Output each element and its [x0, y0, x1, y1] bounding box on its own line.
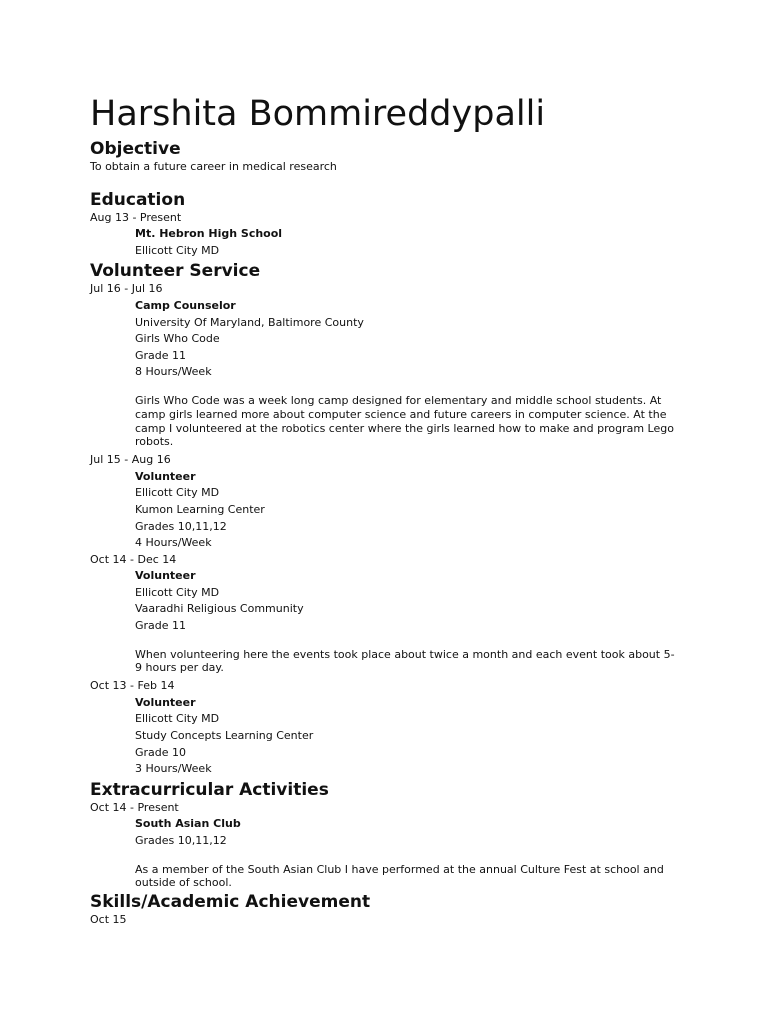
entry-line: Grades 10,11,12 — [135, 834, 227, 847]
entry-title: Camp Counselor — [135, 298, 236, 312]
education-section — [90, 190, 690, 260]
extracurricular-heading: Extracurricular Activities — [90, 779, 329, 800]
entry-line: Grade 11 — [135, 348, 187, 362]
entry-line: Grades 10,11,12 — [135, 519, 227, 533]
objective-section — [90, 139, 690, 176]
entry-date: Jul 15 - Aug 16 — [90, 453, 171, 467]
volunteer-entry — [90, 281, 690, 449]
resume-name: Harshita Bommireddypalli — [90, 94, 546, 134]
extracurricular-section — [90, 780, 690, 890]
entry-date: Aug 13 - Present — [90, 210, 182, 224]
education-heading: Education — [90, 189, 186, 210]
entry-title: Volunteer — [135, 569, 196, 583]
entry-date: Oct 13 - Feb 14 — [90, 679, 175, 693]
objective-text: To obtain a future career in medical research — [90, 160, 337, 173]
volunteer-entry — [90, 452, 690, 552]
entry-description: As a member of the South Asian Club I have performed at the annual Culture Fest at school and outside of school. — [135, 862, 664, 890]
volunteer-entry — [90, 678, 690, 778]
entry-date: Oct 14 - Present — [90, 800, 179, 814]
entry-date: Oct 14 - Dec 14 — [90, 552, 177, 566]
entry-line: Grade 11 — [135, 619, 187, 633]
volunteer-section — [90, 261, 690, 777]
entry-title: Volunteer — [135, 695, 196, 709]
entry-line: Study Concepts Learning Center — [135, 729, 314, 743]
volunteer-entry — [90, 552, 690, 676]
entry-line: Ellicott City MD — [135, 486, 220, 500]
entry-date: Jul 16 - Jul 16 — [90, 282, 163, 296]
skills-section — [90, 892, 690, 929]
entry-line: Ellicott City MD — [135, 243, 220, 257]
entry-line: 4 Hours/Week — [135, 536, 212, 550]
entry-description: Girls Who Code was a week long camp designed for elementary and middle school students. At camp girls learned more about computer science and future careers in computer science. At the camp I volunteered at the robotics center where the girls learned how to make and program Lego robots. — [135, 393, 674, 449]
resume-page — [90, 92, 690, 929]
entry-line: Grade 10 — [135, 745, 187, 759]
entry-title: South Asian Club — [135, 817, 241, 831]
entry-description: When volunteering here the events took place about twice a month and each event took about 5-9 hours per day. — [135, 647, 675, 675]
volunteer-heading: Volunteer Service — [90, 261, 261, 282]
skills-heading: Skills/Academic Achievement — [90, 892, 371, 913]
entry-line: 8 Hours/Week — [135, 365, 212, 379]
entry-date: Oct 15 — [90, 913, 127, 927]
entry-line: Ellicott City MD — [135, 712, 220, 726]
entry-line: Kumon Learning Center — [135, 502, 265, 516]
entry-line: Girls Who Code — [135, 332, 220, 346]
objective-heading: Objective — [90, 139, 181, 159]
entry-line: Vaaradhi Religious Community — [135, 602, 304, 616]
entry-title: Mt. Hebron High School — [135, 227, 283, 241]
entry-line: University Of Maryland, Baltimore County — [135, 315, 364, 329]
entry-line: Ellicott City MD — [135, 585, 220, 599]
entry-line: 3 Hours/Week — [135, 762, 212, 776]
entry-title: Volunteer — [135, 469, 196, 483]
